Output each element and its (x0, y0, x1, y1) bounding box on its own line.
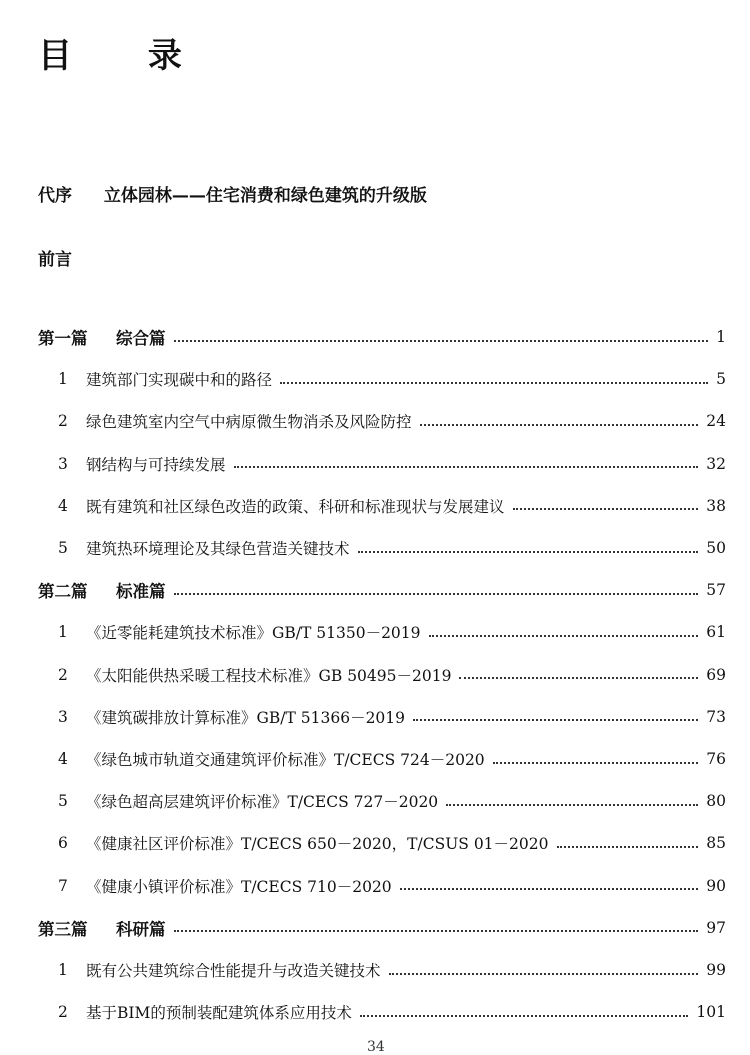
item-title: 绿色建筑室内空气中病原微生物消杀及风险防控 (86, 413, 412, 432)
item-page: 5 (716, 370, 726, 389)
item-index: 5 (58, 792, 68, 811)
item-page: 76 (706, 750, 726, 768)
item-page: 99 (706, 961, 726, 979)
toc-item-row[interactable] (0, 825, 750, 861)
item-index: 3 (58, 707, 68, 726)
item-page: 38 (706, 496, 726, 515)
toc-part-row[interactable] (0, 572, 750, 608)
toc-item-row[interactable] (0, 488, 750, 524)
item-title: 《太阳能供热采暖工程技术标准》GB 50495－2019 (86, 666, 452, 685)
item-title: 既有建筑和社区绿色改造的政策、科研和标准现状与发展建议 (86, 497, 505, 516)
item-index: 2 (58, 665, 68, 684)
toc-item-row[interactable] (0, 994, 750, 1030)
toc-item-row[interactable] (0, 614, 750, 650)
item-index: 1 (58, 370, 68, 389)
dot-leader (174, 339, 709, 342)
dot-leader (413, 718, 698, 721)
dot-leader (459, 676, 698, 679)
dot-leader (174, 929, 699, 932)
part-page: 57 (706, 581, 726, 600)
dot-leader (358, 550, 699, 553)
part-number: 第三篇 (38, 919, 88, 939)
toc-part-row[interactable] (0, 910, 750, 946)
toc-item-row[interactable] (0, 403, 750, 439)
preface-text: 立体园林——住宅消费和绿色建筑的升级版 (103, 186, 427, 206)
item-page: 101 (696, 1003, 726, 1022)
item-title: 《近零能耗建筑技术标准》GB/T 51350－2019 (86, 624, 421, 643)
part-number: 第一篇 (38, 329, 88, 348)
item-page: 90 (706, 876, 726, 895)
item-title: 《健康社区评价标准》T/CECS 650－2020，T/CSUS 01－2020 (86, 835, 549, 854)
toc-item-row[interactable] (0, 530, 750, 566)
item-title: 既有公共建筑综合性能提升与改造关键技术 (86, 962, 381, 980)
toc-item-row[interactable] (0, 952, 750, 988)
item-index: 3 (58, 454, 68, 473)
dot-leader (280, 381, 708, 384)
part-page: 1 (716, 328, 726, 346)
item-page: 80 (706, 792, 726, 811)
item-index: 2 (58, 412, 68, 431)
item-title: 《绿色城市轨道交通建筑评价标准》T/CECS 724－2020 (86, 751, 485, 769)
dot-leader (389, 972, 699, 975)
item-index: 6 (58, 834, 68, 853)
toc-item-row[interactable] (0, 783, 750, 819)
part-number: 第二篇 (38, 582, 88, 602)
dot-leader (400, 887, 699, 890)
part-title: 综合篇 (116, 329, 166, 348)
item-page: 61 (706, 623, 726, 642)
part-page: 97 (706, 918, 726, 937)
toc-item-row[interactable] (0, 699, 750, 735)
toc-item-row[interactable] (0, 361, 750, 397)
item-index: 1 (58, 623, 68, 642)
item-index: 7 (58, 876, 68, 895)
item-page: 85 (706, 834, 726, 853)
dot-leader (429, 634, 699, 637)
item-title: 基于BIM的预制装配建筑体系应用技术 (86, 1004, 352, 1023)
preface-label: 代序 (38, 186, 72, 206)
dot-leader (493, 761, 699, 764)
part-title: 科研篇 (116, 919, 166, 939)
item-title: 《健康小镇评价标准》T/CECS 710－2020 (86, 877, 392, 896)
toc-part-row[interactable] (0, 319, 750, 355)
page-number: 34 (367, 1039, 385, 1055)
item-index: 5 (58, 539, 68, 557)
page-title: 目 录 (38, 36, 214, 76)
dot-leader (360, 1014, 689, 1017)
item-page: 69 (706, 665, 726, 684)
toc-item-row[interactable] (0, 741, 750, 777)
item-title: 建筑部门实现碳中和的路径 (86, 371, 273, 390)
item-title: 钢结构与可持续发展 (86, 455, 226, 474)
dot-leader (557, 845, 699, 848)
item-page: 24 (706, 412, 726, 431)
item-page: 32 (706, 454, 726, 473)
item-index: 4 (58, 750, 68, 768)
toc-item-row[interactable] (0, 868, 750, 904)
dot-leader (420, 423, 699, 426)
dot-leader (513, 507, 699, 510)
dot-leader (234, 465, 699, 468)
item-index: 4 (58, 496, 68, 515)
item-title: 建筑热环境理论及其绿色营造关键技术 (86, 540, 350, 558)
item-page: 50 (706, 539, 726, 557)
item-index: 1 (58, 961, 68, 979)
toc-item-row[interactable] (0, 446, 750, 482)
foreword-entry: 前言 (38, 250, 72, 270)
preface-entry (38, 181, 427, 206)
part-title: 标准篇 (116, 582, 166, 602)
dot-leader (446, 803, 698, 806)
dot-leader (174, 592, 699, 595)
item-title: 《建筑碳排放计算标准》GB/T 51366－2019 (86, 708, 406, 727)
toc-item-row[interactable] (0, 657, 750, 693)
item-page: 73 (706, 707, 726, 726)
item-title: 《绿色超高层建筑评价标准》T/CECS 727－2020 (86, 793, 439, 812)
item-index: 2 (58, 1003, 68, 1022)
